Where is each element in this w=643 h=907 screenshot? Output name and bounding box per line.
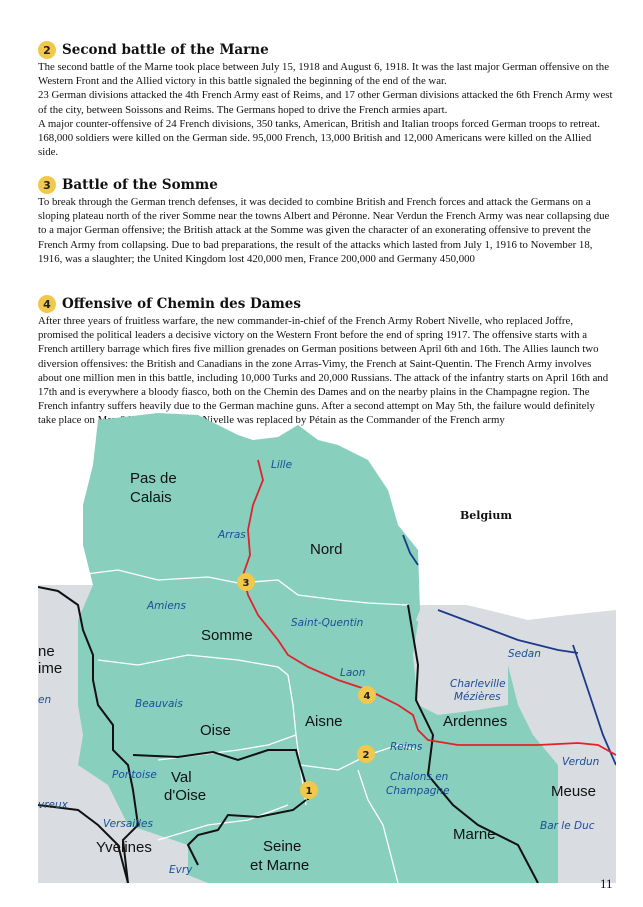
section-number-badge: 4 xyxy=(38,295,56,313)
section-heading xyxy=(38,40,613,60)
paragraph: The second battle of the Marne took place between July 15, 1918 and August 6, 1918. It was the last major German offensive on the Western Front and the Allied victory in this battle signaled the beginning of the end of the war. xyxy=(38,61,609,88)
battle-marker-2-label: 2 xyxy=(362,750,370,761)
region-label-ardennes: Ardennes xyxy=(443,713,508,730)
battle-marker-3-label: 3 xyxy=(242,578,250,589)
paragraph: To break through the German trench defenses, it was decided to combine British and French forces and attack the Germans on a sloping plateau north of the river Somme near the towns Albert and Péronne. Near Verdun the French Army was near collapsing due to a major German offensive; the British attack at the Somme was given the character of an exonerating offensive to prevent the French Army from collapsing. Due to bad preparations, the result of the attacks which lasted from July 1, 1916 to November 18, 1916, was a slaughter; the United Kingdom lost 420,000 men, France 200,000 and Germany 450,000 xyxy=(38,196,610,265)
section-battle-of-somme xyxy=(38,175,613,266)
region-label-seine-et-marne-2: et Marne xyxy=(250,857,310,874)
belgium-area xyxy=(408,445,616,605)
section-second-battle-marne xyxy=(38,40,613,159)
region-label-pas-de-calais-1: Pas de xyxy=(130,470,177,487)
section-body xyxy=(38,60,613,159)
battle-marker-1-label: 1 xyxy=(305,786,313,797)
battle-marker-4 xyxy=(358,686,376,704)
city-label-chalons-1: Chalons en xyxy=(390,771,449,783)
region-label-nord: Nord xyxy=(310,541,343,558)
section-heading xyxy=(38,175,613,195)
city-label-verdun: Verdun xyxy=(562,756,600,768)
battle-marker-4-label: 4 xyxy=(363,691,371,702)
city-label-amiens: Amiens xyxy=(147,600,186,612)
region-map xyxy=(38,405,616,883)
region-label-meuse: Meuse xyxy=(551,783,597,800)
city-label-charleville-1: Charleville xyxy=(450,678,506,690)
city-label-arras: Arras xyxy=(218,529,246,541)
region-label-seine-et-marne-1: Seine xyxy=(263,838,302,855)
city-label-bar-le-duc: Bar le Duc xyxy=(540,820,595,832)
region-label-yvelines: Yvelines xyxy=(96,839,152,856)
section-number-badge: 3 xyxy=(38,176,56,194)
city-label-laon: Laon xyxy=(340,667,366,679)
region-label-partial-ime: ime xyxy=(38,660,63,677)
city-label-reims: Reims xyxy=(390,741,423,753)
page-number: 11 xyxy=(600,876,613,891)
section-title: Offensive of Chemin des Dames xyxy=(62,296,301,312)
city-label-pontoise: Pontoise xyxy=(112,769,157,781)
battle-marker-2 xyxy=(357,745,375,763)
city-label-sedan: Sedan xyxy=(508,648,541,660)
city-label-saint-quentin: Saint-Quentin xyxy=(291,617,364,629)
section-body xyxy=(38,195,613,266)
region-label-marne: Marne xyxy=(453,826,496,843)
city-label-lille: Lille xyxy=(271,459,293,471)
region-label-oise: Oise xyxy=(200,722,231,739)
country-label-belgium: Belgium xyxy=(460,509,512,522)
region-label-aisne: Aisne xyxy=(305,713,343,730)
battle-marker-3 xyxy=(237,573,255,591)
paragraph: A major counter-offensive of 24 French divisions, 350 tanks, American, British and Italian troops forced German troops to retreat. 168,000 soldiers were killed on the German side. 95,000 French, 13,000 British and 12,000 Americans were killed on the Allied side. xyxy=(38,117,601,159)
city-label-partial-eux: vreux xyxy=(38,799,68,811)
paragraph: 23 German divisions attacked the 4th French Army east of Reims, and 17 other German divisions attacked the 6th French Army west of the city, between Soissons and Reims. The Germans hoped to drive the French armies apart. xyxy=(38,89,613,116)
region-label-pas-de-calais-2: Calais xyxy=(130,489,172,506)
section-number-badge: 2 xyxy=(38,41,56,59)
section-title: Battle of the Somme xyxy=(62,177,218,193)
city-label-versailles: Versailles xyxy=(103,818,153,830)
battle-marker-1 xyxy=(300,781,318,799)
west-grey xyxy=(38,595,78,883)
region-label-val-doise-2: d'Oise xyxy=(164,787,207,804)
section-title: Second battle of the Marne xyxy=(62,42,269,58)
city-label-partial-en: en xyxy=(38,694,52,706)
region-label-val-doise-1: Val xyxy=(171,769,192,786)
city-label-beauvais: Beauvais xyxy=(135,698,183,710)
region-label-somme: Somme xyxy=(201,627,253,644)
section-heading xyxy=(38,294,613,314)
paragraph: After three years of fruitless warfare, the new commander-in-chief of the French Army Robert Nivelle, who replaced Joffre, promised the political leaders a decisive victory on the Western Front before the end of spring 1917. The offensive starts with a French artillery barrage which fires five million grenades on German positions between April 6th and 16th. The Allies launch two diversion offensives: the British and Canadians in the zone Arras-Vimy, the French at Saint-Quentin. The French Army involves about one million men in this battle, including 10,000 Turks and 20,000 Russians. The attack of the infantry starts on April 16th and 17th and is everywhere a bloody fiasco, both on the Chemin des Dames and on the nearby plains in the Champagne region. The French infantry suffers heavily due to the German machine guns. After a second attempt on May 5th, the failure would definitely take place on May 8th. On May 15th, Nivelle was replaced by Pétain as the Commander of the French army xyxy=(38,315,609,427)
city-label-evry: Evry xyxy=(169,864,193,876)
city-label-chalons-2: Champagne xyxy=(386,785,450,797)
city-label-charleville-2: Mézières xyxy=(454,691,501,703)
region-label-partial-ne: ne xyxy=(38,643,55,660)
